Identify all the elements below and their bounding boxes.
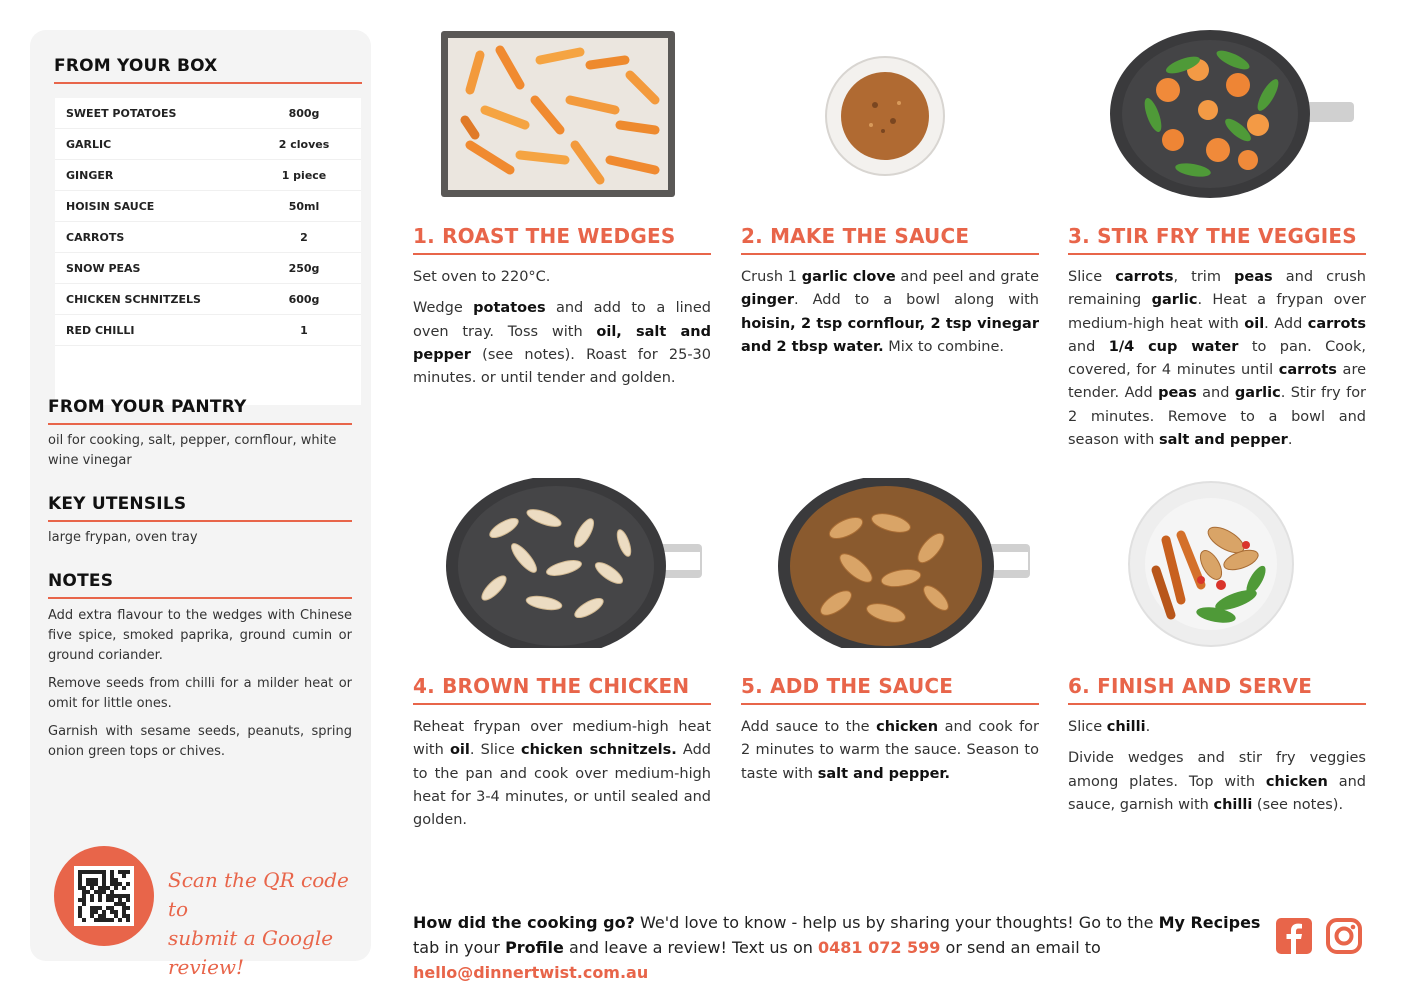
step-3-title: 3. STIR FRY THE VEGGIES: [1068, 224, 1357, 248]
step-4-paragraph: Reheat frypan over medium-high heat with oil. Slice chicken schnitzels. Add to the pan and cook over medium-high heat for 3-4 minutes, or until sealed and golden.: [413, 719, 712, 829]
qr-code-badge[interactable]: [54, 846, 154, 946]
qr-code[interactable]: [74, 866, 134, 926]
step-6-body: [1068, 716, 1366, 825]
ingredient-row: [55, 253, 361, 284]
brown-chicken-photo: [444, 478, 704, 648]
step-1-paragraph: Set oven to 220°C.: [413, 269, 551, 285]
from-your-pantry-title: FROM YOUR PANTRY: [48, 397, 247, 417]
divider: [741, 253, 1039, 255]
footer-text: and leave a review! Text us on: [563, 938, 818, 957]
pantry-text: oil for cooking, salt, pepper, cornflour, white wine vinegar: [48, 433, 337, 468]
ingredient-name: RED CHILLI: [66, 323, 135, 337]
divider: [48, 423, 352, 425]
ingredient-quantity: 2 cloves: [278, 137, 330, 151]
step-3-paragraph: Slice carrots, trim peas and crush remaining garlic. Heat a frypan over medium-high heat with oil. Add carrots and 1/4 cup water to pan. Cook, covered, for 4 minutes until carrots are tender. Add peas and garlic. Stir fry for 2 minutes. Remove to a bowl and season with salt and pepper.: [1068, 269, 1367, 449]
divider: [48, 597, 352, 599]
step-1-body: [413, 266, 711, 398]
ingredient-name: GINGER: [66, 168, 114, 182]
step-6-title: 6. FINISH AND SERVE: [1068, 674, 1313, 698]
roast-wedges-photo: [440, 30, 676, 198]
ingredient-row: [55, 98, 361, 129]
note-item: Garnish with sesame seeds, peanuts, spring onion green tops or chives.: [48, 724, 352, 759]
ingredient-row: [55, 129, 361, 160]
divider: [1068, 253, 1366, 255]
ingredient-quantity: 250g: [288, 261, 320, 275]
step-3-body: [1068, 266, 1366, 460]
footer-text: We'd love to know - help us by sharing your thoughts! Go to the: [634, 913, 1159, 932]
utensils-text: large frypan, oven tray: [48, 530, 198, 545]
ingredient-quantity: 1: [300, 323, 308, 337]
ingredient-quantity: 2: [300, 230, 308, 244]
ingredient-quantity: 600g: [288, 292, 320, 306]
divider: [741, 703, 1039, 705]
key-utensils-title: KEY UTENSILS: [48, 494, 187, 514]
ingredient-quantity: 50ml: [288, 199, 320, 213]
step-2-body: [741, 266, 1039, 367]
ingredient-row: [55, 315, 361, 346]
note-item: Remove seeds from chilli for a milder heat or omit for little ones.: [48, 676, 352, 711]
phone-link[interactable]: 0481 072 599: [817, 938, 941, 957]
step-1-paragraph: Wedge potatoes and add to a lined oven tray. Toss with oil, salt and pepper (see notes). Roast for 25-30 minutes. or until tender and golden.: [413, 300, 711, 387]
ingredient-name: CHICKEN SCHNITZELS: [66, 292, 201, 306]
step-1-title: 1. ROAST THE WEDGES: [413, 224, 676, 248]
step-2-paragraph: Crush 1 garlic clove and peel and grate ginger. Add to a bowl along with hoisin, 2 tsp cornflour, 2 tsp vinegar and 2 tbsp water. Mix to combine.: [741, 269, 1039, 355]
divider: [54, 82, 362, 84]
ingredient-quantity: 800g: [288, 106, 320, 120]
ingredient-name: SWEET POTATOES: [66, 106, 177, 120]
finished-dish-photo: [1126, 480, 1296, 648]
sauce-bowl-photo: [823, 55, 947, 177]
divider: [48, 520, 352, 522]
ingredients-table: [55, 98, 361, 405]
divider: [413, 703, 711, 705]
ingredient-name: GARLIC: [66, 137, 112, 151]
ingredient-row: [55, 222, 361, 253]
my-recipes-link[interactable]: My Recipes: [1158, 913, 1261, 932]
profile-link[interactable]: Profile: [505, 938, 564, 957]
qr-caption: [168, 866, 358, 982]
step-5-body: [741, 716, 1039, 794]
ingredient-name: HOISIN SAUCE: [66, 199, 155, 213]
note-item: Add extra flavour to the wedges with Chinese five spice, smoked paprika, ground cumin or ground coriander.: [48, 608, 352, 663]
sidebar: [30, 30, 371, 979]
add-sauce-photo: [776, 478, 1032, 648]
step-5-paragraph: Add sauce to the chicken and cook for 2 minutes to warm the sauce. Season to taste with salt and pepper.: [741, 719, 1040, 782]
ingredient-row: [55, 160, 361, 191]
stir-fry-veggies-photo: [1108, 30, 1356, 198]
notes-list: [48, 606, 352, 770]
notes-title: NOTES: [48, 571, 114, 591]
from-your-box-title: FROM YOUR BOX: [54, 56, 218, 76]
feedback-footer: [413, 910, 1263, 985]
facebook-icon[interactable]: [1275, 917, 1313, 955]
divider: [413, 253, 711, 255]
instagram-icon[interactable]: [1325, 917, 1363, 955]
step-2-title: 2. MAKE THE SAUCE: [741, 224, 970, 248]
step-6-paragraph: Slice chilli.: [1068, 719, 1151, 735]
step-5-title: 5. ADD THE SAUCE: [741, 674, 954, 698]
footer-text: tab in your: [413, 938, 506, 957]
step-4-body: [413, 716, 711, 840]
step-4-title: 4. BROWN THE CHICKEN: [413, 674, 690, 698]
ingredient-row: [55, 284, 361, 315]
footer-text: or send an email to: [940, 938, 1101, 957]
footer-question: How did the cooking go?: [413, 913, 635, 932]
qr-caption-line: submit a Google review!: [168, 926, 334, 979]
divider: [1068, 703, 1366, 705]
ingredient-name: SNOW PEAS: [66, 261, 141, 275]
ingredient-quantity: 1 piece: [281, 168, 327, 182]
qr-caption-line: Scan the QR code to: [168, 868, 349, 921]
ingredient-name: CARROTS: [66, 230, 125, 244]
step-6-paragraph: Divide wedges and stir fry veggies among plates. Top with chicken and sauce, garnish with chilli (see notes).: [1068, 750, 1366, 813]
ingredient-row: [55, 191, 361, 222]
email-link[interactable]: hello@dinnertwist.com.au: [413, 963, 649, 982]
